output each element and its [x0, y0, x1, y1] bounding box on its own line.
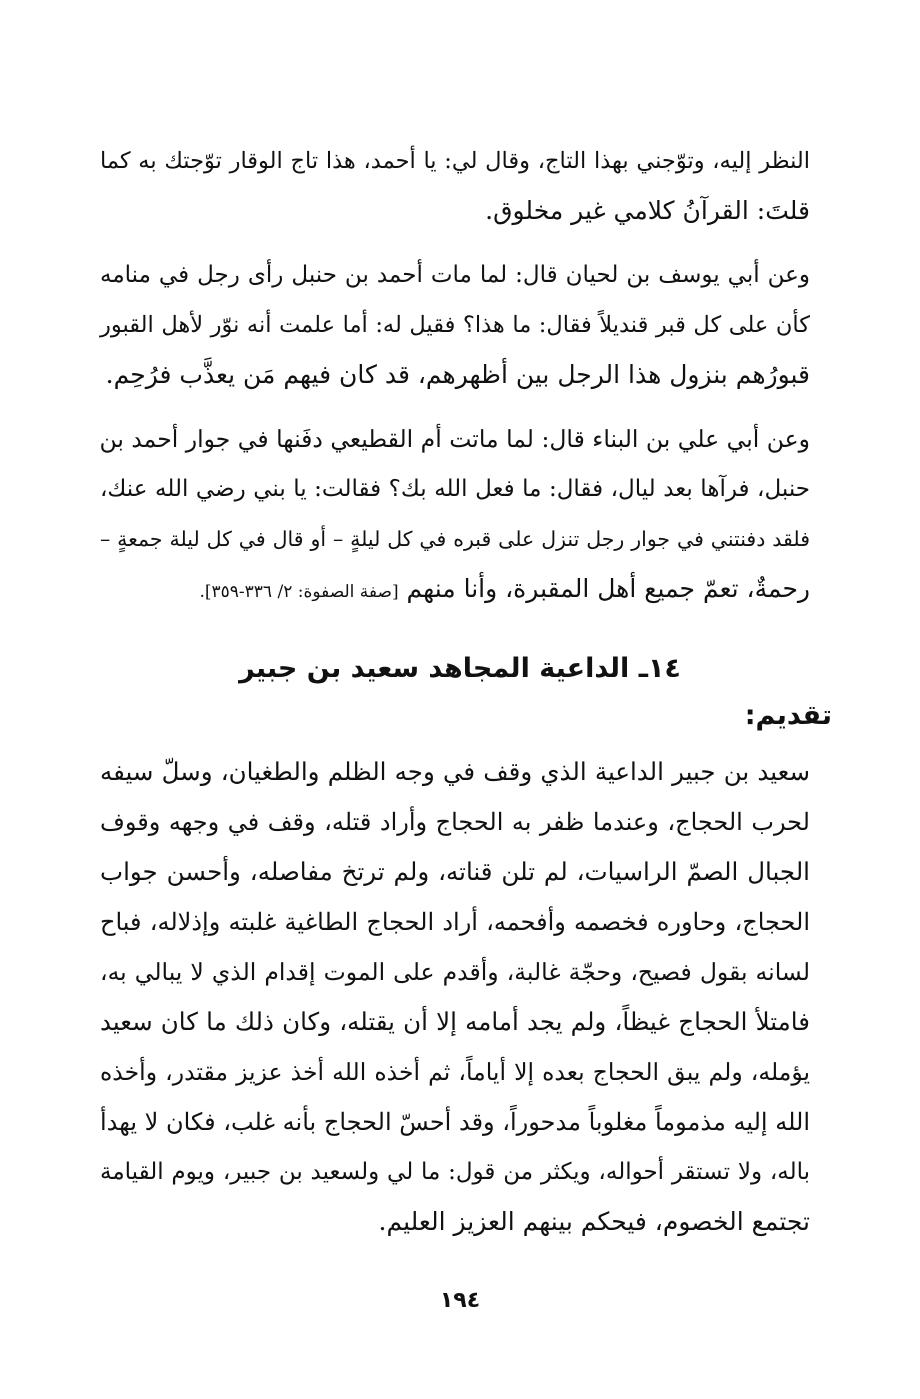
text-line: فلقد دفنتني في جوار رجل تنزل على قبره في كل ليلةٍ – أو قال في كل ليلة جمعةٍ – [100, 527, 810, 551]
section-heading: ١٤ـ الداعية المجاهد سعيد بن جبير [239, 653, 681, 684]
paragraph-dream-crown [100, 136, 810, 236]
paragraph-introduction [100, 747, 810, 1247]
page-number: ١٩٤ [439, 1288, 481, 1313]
text-line: كأن على كل قبر قنديلاً فقال: ما هذا؟ فقيل له: أما علمت أنه نوّر لأهل القبور [100, 312, 810, 338]
text-line: يؤمله، ولم يبق الحجاج بعده إلا أياماً، ثم أخذه الله أخذ عزيز مقتدر، وأخذه [100, 1058, 810, 1086]
text-line: لحرب الحجاج، وعندما ظفر به الحجاج وأراد قتله، وقف في وجهه وقوف [100, 808, 810, 836]
text-line: وعن أبي علي بن البناء قال: لما ماتت أم القطيعي دفَنها في جوار أحمد بن [99, 425, 810, 453]
text-line: حنبل، فرآها بعد ليال، فقال: ما فعل الله بك؟ فقالت: يا بني رضي الله عنك، [100, 476, 810, 502]
text-line: قلتَ: القرآنُ كلامي غير مخلوق. [485, 196, 810, 225]
text-line-content: رحمةٌ، تعمّ جميع أهل المقبرة، وأنا منهم [406, 574, 810, 603]
text-line [100, 564, 810, 617]
text-line: وعن أبي يوسف بن لحيان قال: لما مات أحمد بن حنبل رأى رجل في منامه [100, 262, 810, 288]
text-line: الله إليه مذموماً مغلوباً مدحوراً، وقد أحسّ الحجاج بأنه غلب، فكان لا يهدأ [99, 1108, 810, 1136]
paragraph-lanterns [100, 250, 810, 400]
text-line: الجبال الصمّ الراسيات، لم تلن قناته، ولم ترتخ مفاصله، وأحسن جواب [100, 857, 810, 886]
subheading-introduction: تقديم: [744, 700, 832, 731]
text-line: تجتمع الخصوم، فيحكم بينهم العزيز العليم. [378, 1207, 810, 1236]
text-line: سعيد بن جبير الداعية الذي وقف في وجه الظلم والطغيان، وسلّ سيفه [100, 757, 810, 786]
source-reference: [صفة الصفوة: ٢/ ٣٣٦-٣٥٩]. [199, 582, 399, 602]
text-line: قبورُهم بنزول هذا الرجل بين أظهرهم، قد كان فيهم مَن يعذَّب فرُحِم. [105, 360, 810, 389]
text-line: الحجاج، وحاوره فخصمه وأفحمه، أراد الحجاج الطاغية غلبته وإذلاله، فباح [100, 908, 810, 936]
paragraph-qatiei-mother [100, 414, 810, 617]
text-line: لسانه بقول فصيح، وحجّة غالبة، وأقدم على الموت إقدام الذي لا يبالي به، [100, 958, 810, 986]
text-line: باله، ولا تستقر أحواله، ويكثر من قول: ما لي ولسعيد بن جبير، ويوم القيامة [100, 1159, 810, 1185]
text-line: النظر إليه، وتوّجني بهذا التاج، وقال لي: يا أحمد، هذا تاج الوقار توّجتك به كما [100, 148, 810, 174]
text-line: فامتلأ الحجاج غيظاً، ولم يجد أمامه إلا أن يقتله، وكان ذلك ما كان سعيد [100, 1007, 810, 1036]
